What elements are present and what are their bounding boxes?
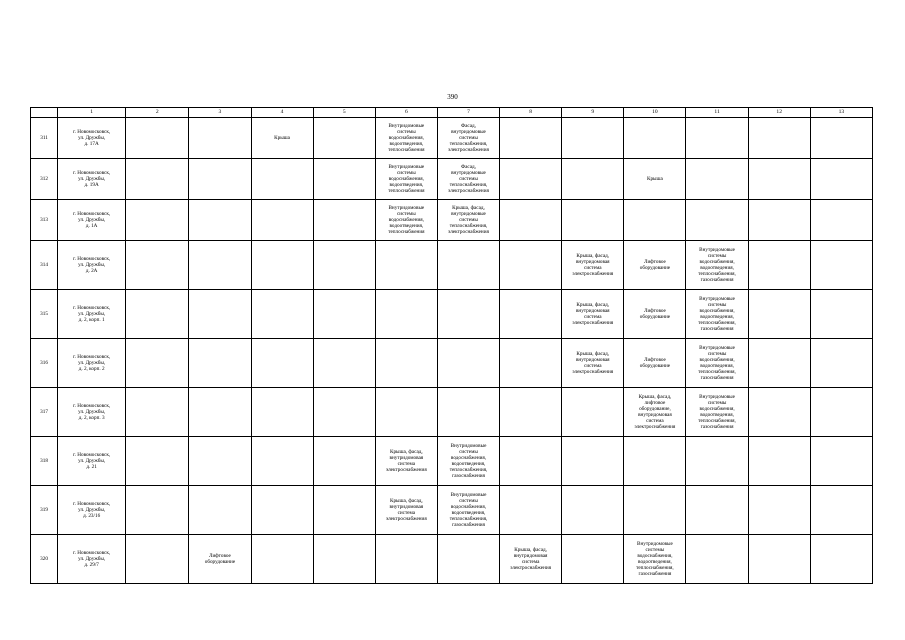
address-cell: г. Новомосковск, ул. Дружбы, д. 2, корп. 1	[58, 290, 126, 339]
row-number-cell: 317	[31, 388, 58, 437]
row-number-cell: 316	[31, 339, 58, 388]
work-cell-col-8	[500, 200, 562, 241]
table-row	[31, 486, 873, 535]
work-cell-col-9	[562, 159, 624, 200]
work-cell-col-7	[437, 290, 499, 339]
work-cell-col-8	[500, 339, 562, 388]
table-row	[31, 535, 873, 584]
work-cell-col-9	[562, 437, 624, 486]
header-blank-cell	[31, 108, 58, 118]
work-cell-col-3	[189, 200, 251, 241]
page-number: 390	[447, 93, 458, 101]
work-cell-col-12	[748, 159, 810, 200]
work-cell-col-8	[500, 437, 562, 486]
work-cell-col-12	[748, 535, 810, 584]
address-cell: г. Новомосковск, ул. Дружбы, д. 23/16	[58, 486, 126, 535]
work-cell-col-11	[686, 159, 748, 200]
work-cell-col-6	[375, 535, 437, 584]
work-cell-col-2	[126, 200, 189, 241]
work-cell-col-2	[126, 339, 189, 388]
work-cell-col-2	[126, 437, 189, 486]
work-cell-col-3	[189, 290, 251, 339]
work-cell-col-7: Внутридомовые системы водоснабжения, водоотведения, теплоснабжения, газоснабжения	[437, 486, 499, 535]
work-cell-col-10	[624, 200, 686, 241]
work-cell-col-5	[313, 486, 375, 535]
column-header: 8	[500, 108, 562, 118]
work-cell-col-2	[126, 241, 189, 290]
work-cell-col-4	[251, 200, 313, 241]
work-cell-col-5	[313, 290, 375, 339]
work-cell-col-5	[313, 535, 375, 584]
work-cell-col-12	[748, 339, 810, 388]
work-cell-col-7	[437, 339, 499, 388]
row-number-cell: 311	[31, 118, 58, 159]
work-cell-col-2	[126, 486, 189, 535]
work-cell-col-3	[189, 159, 251, 200]
address-cell: г. Новомосковск, ул. Дружбы, д. 1А	[58, 200, 126, 241]
address-cell: г. Новомосковск, ул. Дружбы, д. 17А	[58, 118, 126, 159]
work-cell-col-4	[251, 486, 313, 535]
work-cell-col-9	[562, 535, 624, 584]
row-number-cell: 319	[31, 486, 58, 535]
row-number-cell: 318	[31, 437, 58, 486]
column-header: 3	[189, 108, 251, 118]
work-cell-col-6	[375, 339, 437, 388]
address-cell: г. Новомосковск, ул. Дружбы, д. 19А	[58, 159, 126, 200]
work-cell-col-9	[562, 200, 624, 241]
row-number-cell: 320	[31, 535, 58, 584]
work-cell-col-4	[251, 339, 313, 388]
work-cell-col-3	[189, 118, 251, 159]
work-cell-col-12	[748, 437, 810, 486]
work-cell-col-8	[500, 241, 562, 290]
work-cell-col-4	[251, 290, 313, 339]
work-cell-col-13	[810, 388, 872, 437]
table-row	[31, 437, 873, 486]
work-cell-col-11	[686, 486, 748, 535]
work-cell-col-4	[251, 388, 313, 437]
work-cell-col-6: Внутридомовые системы водоснабжения, водоотведения, теплоснабжения	[375, 200, 437, 241]
work-cell-col-3	[189, 486, 251, 535]
table-row	[31, 290, 873, 339]
column-header: 6	[375, 108, 437, 118]
work-cell-col-10	[624, 437, 686, 486]
work-cell-col-5	[313, 241, 375, 290]
work-cell-col-3	[189, 388, 251, 437]
column-header: 13	[810, 108, 872, 118]
work-cell-col-7	[437, 241, 499, 290]
work-cell-col-9: Крыша, фасад, внутридомовая система электроснабжения	[562, 290, 624, 339]
work-cell-col-7	[437, 535, 499, 584]
work-cell-col-13	[810, 290, 872, 339]
table-row	[31, 200, 873, 241]
address-cell: г. Новомосковск, ул. Дружбы, д. 2, корп. 2	[58, 339, 126, 388]
work-cell-col-13	[810, 241, 872, 290]
row-number-cell: 312	[31, 159, 58, 200]
work-cell-col-12	[748, 200, 810, 241]
work-cell-col-5	[313, 339, 375, 388]
work-cell-col-10: Лифтовое оборудование	[624, 241, 686, 290]
work-cell-col-13	[810, 486, 872, 535]
work-cell-col-11	[686, 437, 748, 486]
work-cell-col-6: Внутридомовые системы водоснабжения, водоотведения, теплоснабжения	[375, 159, 437, 200]
work-cell-col-9: Крыша, фасад, внутридомовая система электроснабжения	[562, 241, 624, 290]
work-cell-col-8	[500, 159, 562, 200]
work-cell-col-8	[500, 388, 562, 437]
column-header: 11	[686, 108, 748, 118]
address-cell: г. Новомосковск, ул. Дружбы, д. 2А	[58, 241, 126, 290]
table-row	[31, 118, 873, 159]
work-cell-col-5	[313, 388, 375, 437]
work-cell-col-12	[748, 290, 810, 339]
row-number-cell: 315	[31, 290, 58, 339]
column-header: 10	[624, 108, 686, 118]
table-row	[31, 339, 873, 388]
work-cell-col-6	[375, 388, 437, 437]
work-cell-col-9	[562, 388, 624, 437]
column-header: 12	[748, 108, 810, 118]
row-number-cell: 313	[31, 200, 58, 241]
work-cell-col-9	[562, 486, 624, 535]
work-cell-col-2	[126, 388, 189, 437]
work-cell-col-2	[126, 118, 189, 159]
work-cell-col-9: Крыша, фасад, внутридомовая система электроснабжения	[562, 339, 624, 388]
work-cell-col-10: Крыша	[624, 159, 686, 200]
work-cell-col-11	[686, 200, 748, 241]
work-cell-col-6	[375, 290, 437, 339]
column-header: 5	[313, 108, 375, 118]
repair-schedule-table	[30, 107, 873, 584]
work-cell-col-2	[126, 535, 189, 584]
address-cell: г. Новомосковск, ул. Дружбы, д. 2, корп. 3	[58, 388, 126, 437]
work-cell-col-10	[624, 118, 686, 159]
column-header: 9	[562, 108, 624, 118]
work-cell-col-5	[313, 159, 375, 200]
work-cell-col-2	[126, 290, 189, 339]
work-cell-col-10: Лифтовое оборудование	[624, 290, 686, 339]
work-cell-col-12	[748, 241, 810, 290]
work-cell-col-5	[313, 118, 375, 159]
work-cell-col-11: Внутридомовые системы водоснабжения, водоотведения, теплоснабжения, газоснабжения	[686, 388, 748, 437]
work-cell-col-4	[251, 159, 313, 200]
work-cell-col-9	[562, 118, 624, 159]
row-number-cell: 314	[31, 241, 58, 290]
work-cell-col-11: Внутридомовые системы водоснабжения, водоотведения, теплоснабжения, газоснабжения	[686, 290, 748, 339]
work-cell-col-8	[500, 118, 562, 159]
work-cell-col-13	[810, 535, 872, 584]
address-cell: г. Новомосковск, ул. Дружбы, д. 21	[58, 437, 126, 486]
work-cell-col-13	[810, 118, 872, 159]
work-cell-col-7: Фасад, внутридомовые системы теплоснабжения, электроснабжения	[437, 118, 499, 159]
work-cell-col-4	[251, 241, 313, 290]
work-cell-col-6: Крыша, фасад, внутридомовая система электроснабжения	[375, 437, 437, 486]
work-cell-col-11	[686, 118, 748, 159]
work-cell-col-3	[189, 437, 251, 486]
table-row	[31, 388, 873, 437]
address-cell: г. Новомосковск, ул. Дружбы, д. 29/7	[58, 535, 126, 584]
work-cell-col-6	[375, 241, 437, 290]
work-cell-col-13	[810, 159, 872, 200]
work-cell-col-7: Внутридомовые системы водоснабжения, водоотведения, теплоснабжения, газоснабжения	[437, 437, 499, 486]
work-cell-col-10	[624, 486, 686, 535]
work-cell-col-12	[748, 118, 810, 159]
work-cell-col-5	[313, 437, 375, 486]
work-cell-col-10: Лифтовое оборудование	[624, 339, 686, 388]
work-cell-col-13	[810, 200, 872, 241]
work-cell-col-3: Лифтовое оборудование	[189, 535, 251, 584]
work-cell-col-3	[189, 339, 251, 388]
work-cell-col-3	[189, 241, 251, 290]
work-cell-col-8: Крыша, фасад, внутридомовая система электроснабжения	[500, 535, 562, 584]
work-cell-col-6: Крыша, фасад, внутридомовая система электроснабжения	[375, 486, 437, 535]
work-cell-col-4	[251, 437, 313, 486]
column-header: 1	[58, 108, 126, 118]
work-cell-col-7: Крыша, фасад, внутридомовые системы теплоснабжения, электроснабжения	[437, 200, 499, 241]
work-cell-col-7	[437, 388, 499, 437]
work-cell-col-6: Внутридомовые системы водоснабжения, водоотведения, теплоснабжения	[375, 118, 437, 159]
work-cell-col-10: Крыша, фасад, лифтовое оборудование, внутридомовая система электроснабжения	[624, 388, 686, 437]
table-row	[31, 159, 873, 200]
column-header: 7	[437, 108, 499, 118]
work-cell-col-11: Внутридомовые системы водоснабжения, водоотведения, теплоснабжения, газоснабжения	[686, 339, 748, 388]
table-header-row	[31, 108, 873, 118]
work-cell-col-4: Крыша	[251, 118, 313, 159]
work-cell-col-5	[313, 200, 375, 241]
work-cell-col-10: Внутридомовые системы водоснабжения, водоотведения, теплоснабжения, газоснабжения	[624, 535, 686, 584]
work-cell-col-13	[810, 437, 872, 486]
column-header: 4	[251, 108, 313, 118]
work-cell-col-11	[686, 535, 748, 584]
work-cell-col-4	[251, 535, 313, 584]
work-cell-col-2	[126, 159, 189, 200]
work-cell-col-13	[810, 339, 872, 388]
table-row	[31, 241, 873, 290]
work-cell-col-12	[748, 486, 810, 535]
work-cell-col-7: Фасад, внутридомовые системы теплоснабжения, электроснабжения	[437, 159, 499, 200]
work-cell-col-12	[748, 388, 810, 437]
work-cell-col-8	[500, 290, 562, 339]
column-header: 2	[126, 108, 189, 118]
work-cell-col-11: Внутридомовые системы водоснабжения, водоотведения, теплоснабжения, газоснабжения	[686, 241, 748, 290]
work-cell-col-8	[500, 486, 562, 535]
